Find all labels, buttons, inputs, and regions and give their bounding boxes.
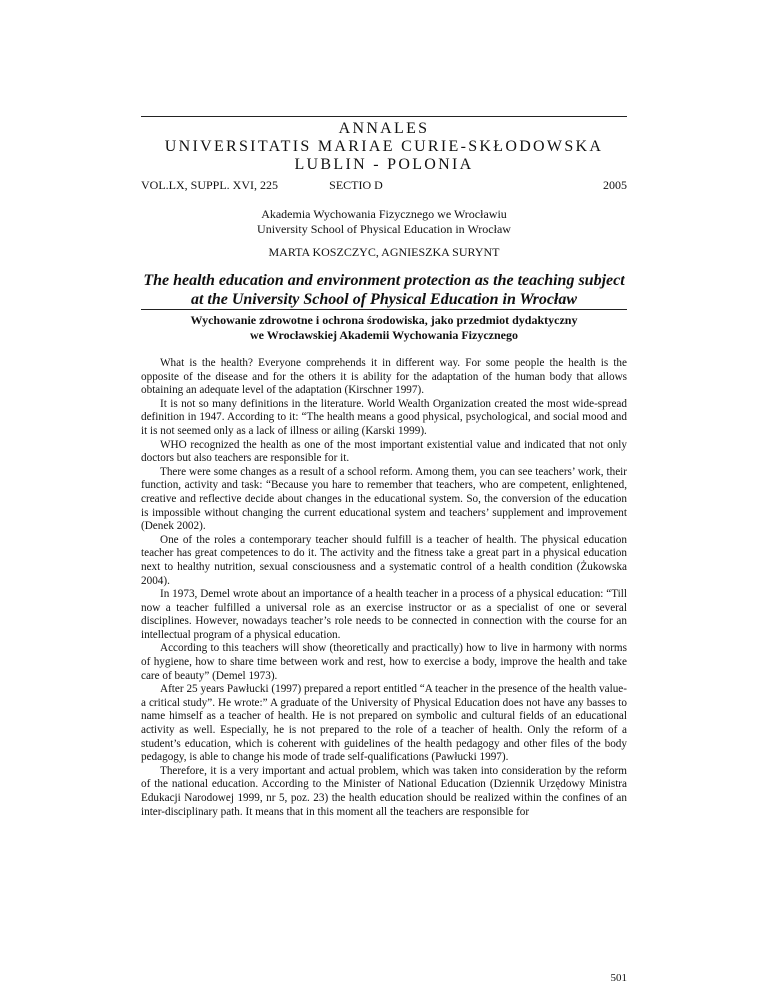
header-top-rule — [141, 116, 627, 117]
journal-location: LUBLIN - POLONIA — [294, 156, 474, 173]
journal-name-line-2: UNIVERSITATIS MARIAE CURIE-SKŁODOWSKA — [164, 138, 604, 155]
body-paragraph: WHO recognized the health as one of the most important existential value and indicated that not only doctors but also teachers are responsible for it. — [141, 438, 627, 465]
paper-authors: MARTA KOSZCZYC, AGNIESZKA SURYNT — [268, 245, 500, 259]
title-rule — [141, 309, 627, 310]
body-paragraph: After 25 years Pawłucki (1997) prepared a report entitled “A teacher in the presence of the health value-a critical study”. He wrote:” A graduate of the University of Physical Education does not have any basses to name himself as a teacher of health. He is not prepared on symbolic and cultural fields of an educational activity as well. Especially, he is not prepared to the role of a teacher of health. Only the reform of a student’s education, which is coherent with guidelines of the health pedagogy and other files of the body pedagogy, is able to change his mode of trade self-qualifications (Pawłucki 1997). — [141, 683, 627, 764]
affiliation-english: University School of Physical Education in Wrocław — [257, 222, 511, 236]
paper-title-line-1: The health education and environment protection as the teaching subject — [143, 272, 625, 289]
journal-volume: VOL.LX, SUPPL. XVI, 225 — [141, 178, 279, 192]
body-paragraph: One of the roles a contemporary teacher should fulfill is a teacher of health. The physical education teacher has great competences to do it. The activity and the fitness take a great part in a physical education next to healthy nutrition, sexual consciousness and a systematic control of a health condition (Żukowska 2004). — [141, 533, 627, 587]
polish-title-line-1: Wychowanie zdrowotne i ochrona środowiska, jako przedmiot dydaktyczny — [190, 313, 578, 327]
body-paragraph: There were some changes as a result of a school reform. Among them, you can see teachers’ work, their function, activity and task: “Because you hare to remember that teachers, who are competent, enlightened, creative and reflective decide about changes in the educational system. So, the conversion of the education is impossible without changing the current educational system and teachers’ supplement and improvement (Denek 2002). — [141, 465, 627, 533]
body-paragraph: Therefore, it is a very important and actual problem, which was taken into consideration by the reform of the national education. According to the Minister of National Education (Dziennik Urzędowy Ministra Edukacji Narodowej 1999, nr 5, poz. 23) the health education should be realized within the confines of an inter-disciplinary path. It means that in this moment all the teachers are responsible for — [141, 764, 627, 818]
body-paragraph: In 1973, Demel wrote about an importance of a health teacher in a process of a physical education: “Till now a teacher fulfilled a universal role as an exercise instructor or as a specialist of one or several disciplines. However, nowadays teacher’s role needs to be connected in connection with the course for an intellectual program of a physical education. — [141, 588, 627, 641]
polish-title-line-2: we Wrocławskiej Akademii Wychowania Fizycznego — [250, 328, 518, 342]
paper-body — [141, 357, 627, 819]
body-paragraph: According to this teachers will show (theoretically and practically) how to live in harmony with norms of hygiene, how to share time between work and rest, how to exercise a body, improve the health and take care of beauty” (Demel 1973). — [141, 642, 627, 682]
affiliation-polish: Akademia Wychowania Fizycznego we Wrocławiu — [261, 207, 507, 221]
page-number: 501 — [610, 972, 627, 984]
journal-section: SECTIO D — [329, 178, 383, 192]
body-paragraph: What is the health? Everyone comprehends it in different way. For some people the health is the opposite of the disease and for the others it is ability for the adaptation of the human body that allows obtaining an adequate level of the adaptation (Kirschner 1997). — [141, 357, 627, 397]
journal-meta-line — [141, 177, 627, 193]
body-paragraph: It is not so many definitions in the literature. World Wealth Organization created the most wide-spread definition in 1947. According to it: “The health means a good physical, psychological, and social mood and it is not seemed only as a lack of illness or ailing (Karski 1999). — [141, 397, 627, 437]
paper-title-line-2: at the University School of Physical Education in Wrocław — [190, 291, 578, 308]
journal-name-line-1: ANNALES — [338, 120, 430, 137]
journal-year: 2005 — [603, 178, 627, 192]
